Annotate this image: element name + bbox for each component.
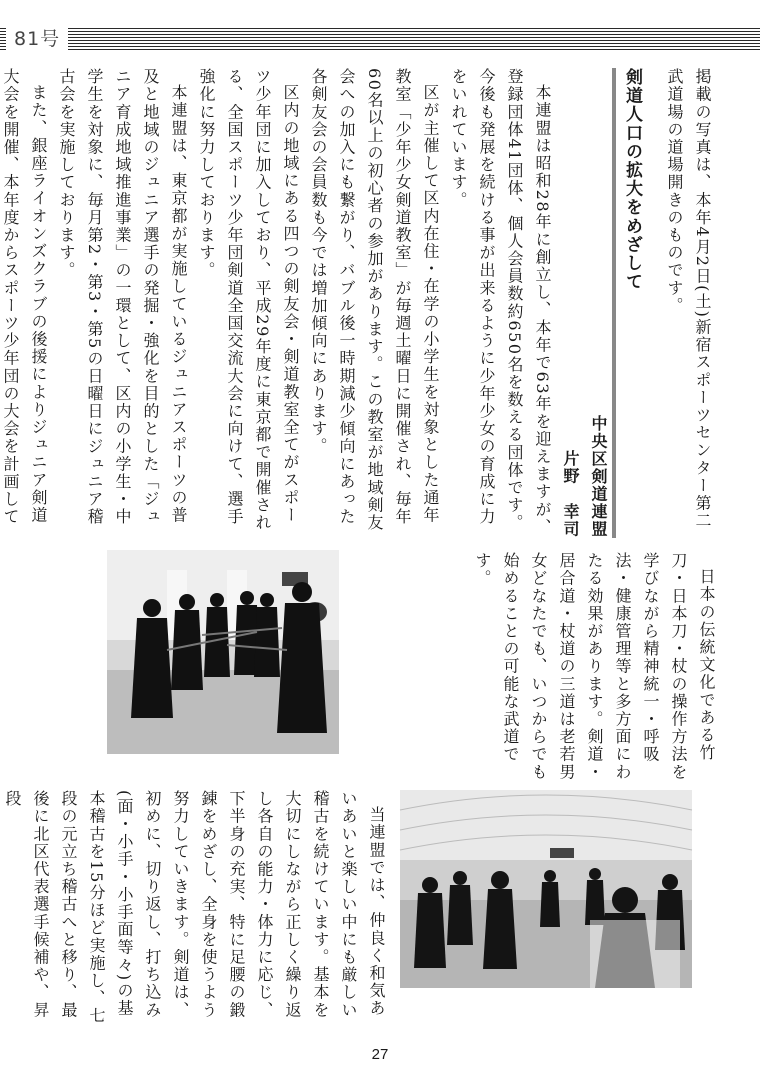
intro-paragraph: 掲載の写真は、本年4月2日(土)新宿スポーツセンター第二武道場の道場開きのものです。 bbox=[665, 68, 712, 530]
article1-paragraph: 本連盟は、東京都が実施しているジュニアスポーツの普及と地域のジュニア選手の発掘・強化を目的とした「ジュニア育成地域推進事業」の一環として、区内の小学生・中学生を対象に、毎月第2・第3・第5の日曜日にジュニア稽古会を実施しております。 bbox=[57, 68, 188, 526]
article1-org: 中央区剣道連盟 bbox=[589, 414, 608, 538]
article1-title: 剣道人口の拡大をめざして bbox=[612, 68, 646, 538]
header-band bbox=[0, 28, 760, 50]
lower-text-block bbox=[350, 552, 720, 788]
article1-paragraph: また、銀座ライオンズクラブの後援によりジュニア剣道大会を開催、本年度からスポーツ少年団の大会を計画して bbox=[1, 68, 48, 526]
article1-author: 片野 幸司 bbox=[561, 450, 580, 538]
page-number: 27 bbox=[371, 1046, 389, 1063]
article1-paragraph: 区内の地域にある四つの剣友会・剣道教室全てがスポーツ少年団に加入しており、平成29年度に東京都で開催される、全国スポーツ少年団剣道全国交流大会に向けて、選手強化に努力しております。 bbox=[197, 68, 300, 532]
article1-paragraph: 本連盟は昭和28年に創立し、本年で63年を迎えますが、登録団体41団体、個人会員数約650名を数える団体です。今後も発展を続ける事が出来るように少年少女の育成に力をいれています。 bbox=[449, 68, 552, 536]
dojo-photo-group-practice bbox=[400, 790, 692, 988]
bottom-text-block bbox=[3, 790, 390, 1026]
article2-paragraph: 当連盟では、仲良く和気あいあいと楽しい中にも厳しい稽古を続けています。基本を大切にしながら正しく繰り返し各自の能力・体力に応じ、下半身の充実、特に足腰の鍛錬をめざし、全身を使うよう努力していきます。剣道は、初めに、切り返し、打ち込み(面・小手・小手面等々)の基本稽古を15分ほど実施し、七段の元立ち稽古へと移り、最後に北区代表選手候補や、昇段 bbox=[3, 790, 386, 1025]
upper-text-block bbox=[1, 68, 716, 538]
dojo-photo-kendo-practice bbox=[107, 550, 339, 754]
article2-paragraph: 日本の伝統文化である竹刀・日本刀・杖の操作方法を学びながら精神統一・呼吸法・健康管理等と多方面にわたる効果があります。剣道・居合道・杖道の三道は老若男女どなたでも、いつからでも始めることの可能な武道です。 bbox=[473, 552, 716, 781]
issue-number: 81号 bbox=[6, 28, 68, 50]
article1-paragraph: 区が主催して区内在住・在学の小学生を対象とした通年教室「少年少女剣道教室」が毎週土曜日に開催され、毎年60名以上の初心者の参加があります。この教室が地域剣友会への加入にも繋がり、バブル後一時期減少傾向にあった各剣友会の会員数も今では増加傾向にあります。 bbox=[309, 68, 440, 532]
